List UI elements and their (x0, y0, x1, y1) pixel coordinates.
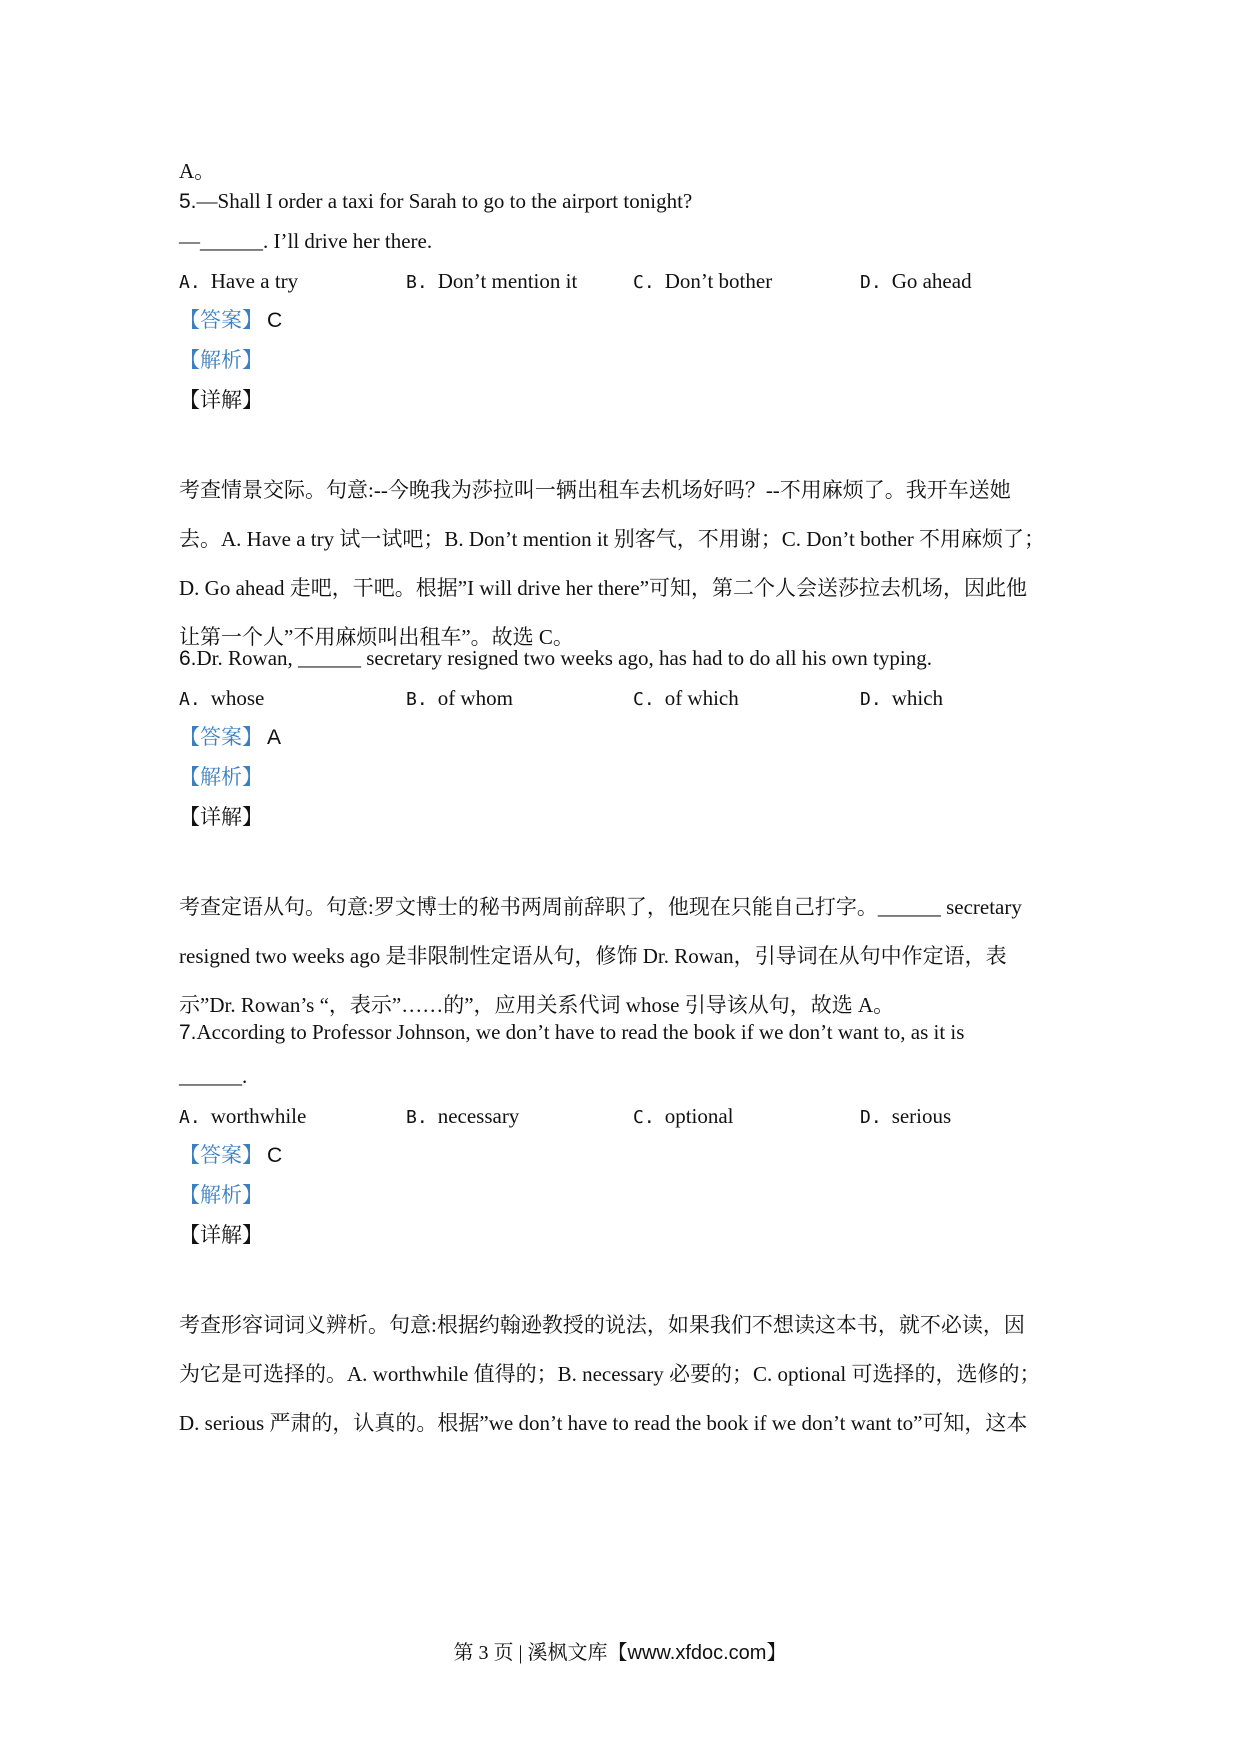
option-a (179, 266, 298, 298)
explanation-line: 让第一个人”不用麻烦叫出租车”。故选 C。 (179, 625, 574, 649)
detail-label: 【详解】 (179, 805, 263, 829)
footer-page-text: 第 3 页 | 溪枫文库【 (453, 1642, 628, 1664)
answer-value: A (267, 726, 282, 749)
option-letter: C. (633, 689, 655, 710)
detail-label: 【详解】 (179, 388, 263, 412)
page-footer (0, 1638, 1240, 1668)
option-text: Have a try (210, 269, 299, 293)
question-7-options (179, 1101, 1079, 1131)
option-c (633, 683, 739, 715)
explanation-line: 示”Dr. Rowan’s “，表示”……的”，应用关系代词 whose 引导该从句，故选 A。 (179, 993, 895, 1017)
explanation-line: 考查形容词词义辨析。句意:根据约翰逊教授的说法，如果我们不想读这本书，就不必读，因 (179, 1313, 1025, 1337)
option-text: necessary (437, 1104, 520, 1128)
footer-close-bracket: 】 (766, 1642, 787, 1664)
option-text: Don’t bother (664, 269, 773, 293)
option-b (406, 266, 577, 298)
option-text: which (891, 686, 944, 710)
option-b (406, 683, 513, 715)
analysis-label: 【解析】 (179, 1183, 263, 1207)
question-stem-line: —Shall I order a taxi for Sarah to go to the airport tonight? (196, 189, 693, 213)
option-a (179, 1101, 306, 1133)
option-letter: A. (179, 272, 201, 293)
question-5-stem (179, 186, 692, 217)
question-5-stem-line-2: —______. I’ll drive her there. (179, 229, 433, 253)
option-letter: D. (860, 272, 882, 293)
question-7-explanation (179, 1301, 1079, 1448)
option-text: of which (664, 686, 739, 710)
option-text: Go ahead (891, 269, 972, 293)
option-letter: D. (860, 689, 882, 710)
question-6-options (179, 683, 1079, 713)
answer-row (179, 305, 282, 336)
option-text: optional (664, 1104, 734, 1128)
question-7-stem (179, 1017, 964, 1048)
analysis-label: 【解析】 (179, 765, 263, 789)
answer-value: C (267, 309, 283, 332)
option-text: worthwhile (210, 1104, 307, 1128)
answer-label: 【答案】 (179, 725, 263, 749)
question-stem-line: Dr. Rowan, ______ secretary resigned two weeks ago, has had to do all his own typing. (196, 646, 932, 670)
question-7-stem-line-2: ______. (179, 1064, 248, 1088)
question-number: 6. (179, 647, 197, 670)
option-letter: A. (179, 1107, 201, 1128)
explanation-line: 考查情景交际。句意:--今晚我为莎拉叫一辆出租车去机场好吗？--不用麻烦了。我开车送她 (179, 478, 1011, 502)
option-a (179, 683, 264, 715)
answer-row (179, 1140, 282, 1171)
footer-site-link[interactable]: www.xfdoc.com (627, 1642, 767, 1664)
question-6-explanation (179, 883, 1079, 1030)
analysis-label: 【解析】 (179, 348, 263, 372)
question-5-explanation (179, 466, 1079, 662)
explanation-line: D. serious 严肃的，认真的。根据”we don’t have to read the book if we don’t want to”可知，这本 (179, 1411, 1028, 1435)
option-letter: C. (633, 272, 655, 293)
answer-row (179, 722, 281, 753)
option-d (860, 1101, 951, 1133)
option-b (406, 1101, 519, 1133)
explanation-line: 考查定语从句。句意:罗文博士的秘书两周前辞职了，他现在只能自己打字。______ secretary (179, 895, 1022, 919)
option-letter: C. (633, 1107, 655, 1128)
option-c (633, 1101, 734, 1133)
explanation-line: 为它是可选择的。A. worthwhile 值得的；B. necessary 必要的；C. optional 可选择的，选修的； (179, 1362, 1041, 1386)
detail-label: 【详解】 (179, 1223, 263, 1247)
option-text: whose (210, 686, 265, 710)
question-stem-line: According to Professor Johnson, we don’t have to read the book if we don’t want to, as it is (196, 1020, 965, 1044)
option-d (860, 683, 943, 715)
explanation-line: 去。A. Have a try 试一试吧；B. Don’t mention it 别客气，不用谢；C. Don’t bother 不用麻烦了； (179, 527, 1046, 551)
option-letter: B. (406, 1107, 428, 1128)
option-text: of whom (437, 686, 513, 710)
answer-label: 【答案】 (179, 308, 263, 332)
option-text: Don’t mention it (437, 269, 578, 293)
question-5-options (179, 266, 1079, 296)
option-c (633, 266, 772, 298)
explanation-line: resigned two weeks ago 是非限制性定语从句，修饰 Dr. Rowan，引导词在从句中作定语，表 (179, 944, 1007, 968)
option-letter: A. (179, 689, 201, 710)
answer-label: 【答案】 (179, 1143, 263, 1167)
option-letter: B. (406, 689, 428, 710)
question-6-stem (179, 643, 932, 674)
option-letter: B. (406, 272, 428, 293)
option-d (860, 266, 972, 298)
answer-value: C (267, 1144, 283, 1167)
option-letter: D. (860, 1107, 882, 1128)
option-text: serious (891, 1104, 952, 1128)
explanation-line: D. Go ahead 走吧，干吧。根据”I will drive her there”可知，第二个人会送莎拉去机场，因此他 (179, 576, 1028, 600)
previous-answer-fragment: A。 (179, 159, 216, 183)
question-number: 7. (179, 1021, 197, 1044)
question-number: 5. (179, 190, 197, 213)
